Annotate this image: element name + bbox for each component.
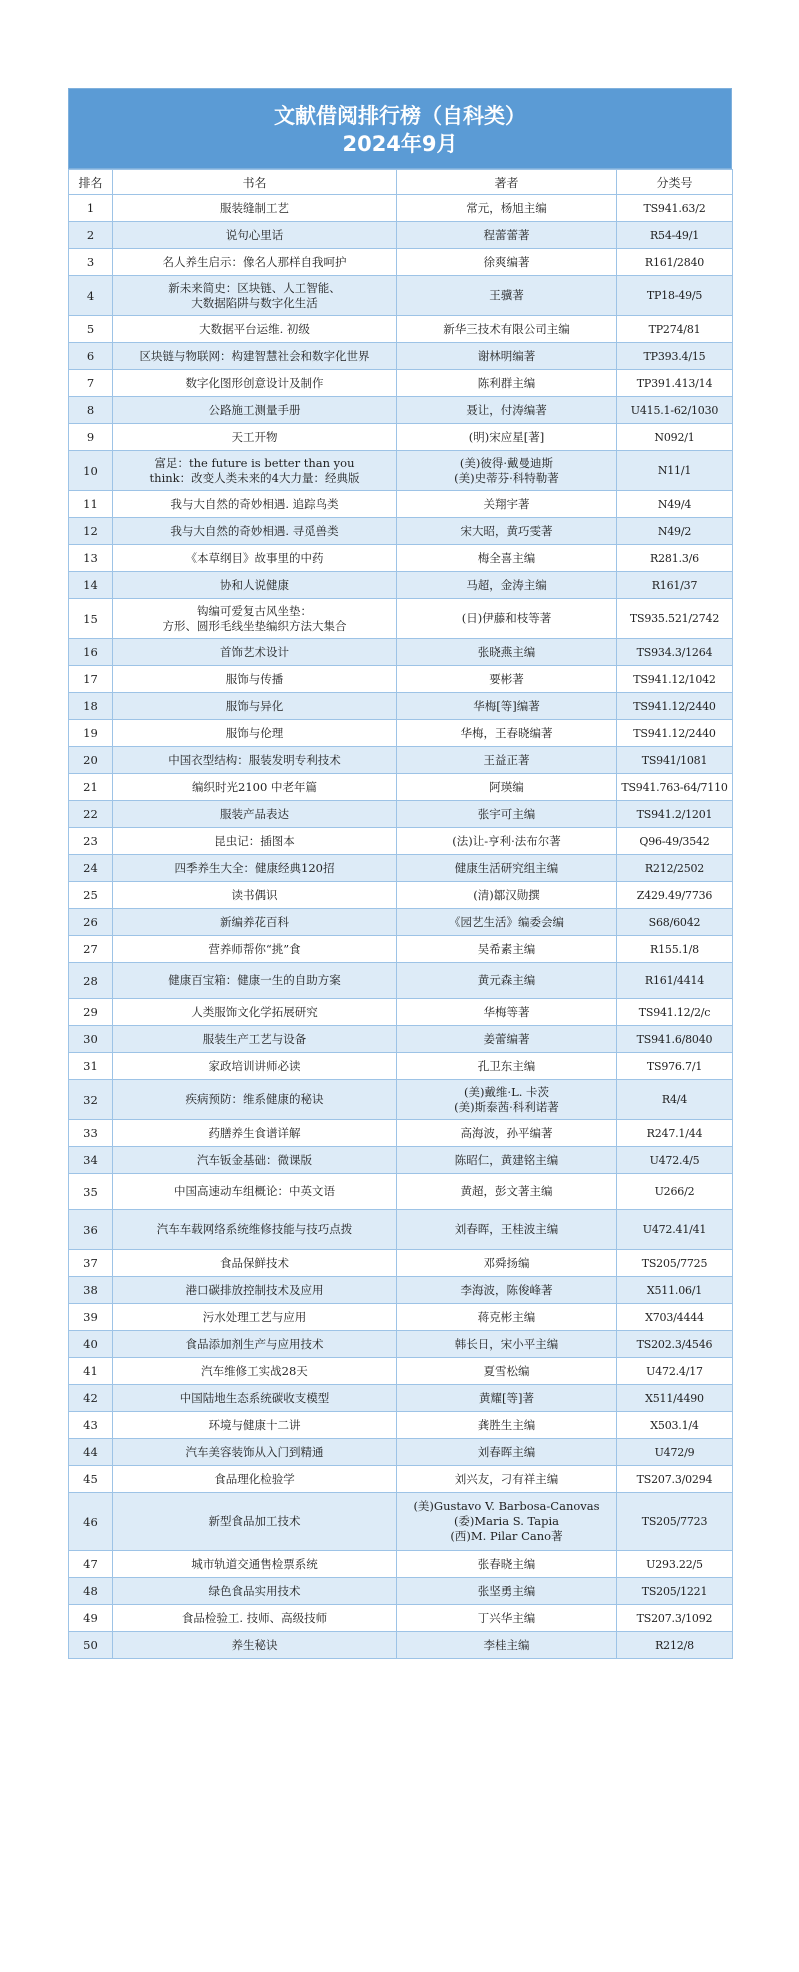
rank-cell: 24: [69, 855, 113, 882]
code-cell: TS205/7723: [617, 1493, 733, 1551]
rank-cell: 27: [69, 936, 113, 963]
rank-cell: 15: [69, 599, 113, 639]
title-cell: 新编养花百科: [113, 909, 397, 936]
rank-cell: 33: [69, 1120, 113, 1147]
rank-cell: 35: [69, 1174, 113, 1210]
author-cell: 孔卫东主编: [397, 1053, 617, 1080]
title-cell: 服饰与传播: [113, 666, 397, 693]
author-cell: 姜蕾编著: [397, 1026, 617, 1053]
code-cell: R4/4: [617, 1080, 733, 1120]
code-cell: TS941.12/2/c: [617, 999, 733, 1026]
author-cell: (清)鄒汉勋撰: [397, 882, 617, 909]
code-cell: Q96-49/3542: [617, 828, 733, 855]
code-cell: N49/2: [617, 518, 733, 545]
author-cell: 马超，金涛主编: [397, 572, 617, 599]
author-cell: 黄超，彭文著主编: [397, 1174, 617, 1210]
code-cell: TS205/1221: [617, 1578, 733, 1605]
code-cell: R281.3/6: [617, 545, 733, 572]
author-cell: 张坚勇主编: [397, 1578, 617, 1605]
title-cell: 服装产品表达: [113, 801, 397, 828]
rank-cell: 37: [69, 1250, 113, 1277]
title-cell: 人类服饰文化学拓展研究: [113, 999, 397, 1026]
table-row: [69, 424, 733, 451]
table-row: [69, 249, 733, 276]
title-cell: 新未来简史：区块链、人工智能、 大数据陷阱与数字化生活: [113, 276, 397, 316]
rank-cell: 6: [69, 343, 113, 370]
author-cell: 华梅，王春晓编著: [397, 720, 617, 747]
code-cell: R161/2840: [617, 249, 733, 276]
table-row: [69, 1493, 733, 1551]
column-header-title: 书名: [113, 170, 397, 195]
rank-cell: 12: [69, 518, 113, 545]
table-row: [69, 639, 733, 666]
code-cell: TS935.521/2742: [617, 599, 733, 639]
title-cell: 我与大自然的奇妙相遇. 寻觅兽类: [113, 518, 397, 545]
rank-cell: 3: [69, 249, 113, 276]
author-cell: 程蕾蕾著: [397, 222, 617, 249]
code-cell: TS934.3/1264: [617, 639, 733, 666]
code-cell: TS941.63/2: [617, 195, 733, 222]
ranking-sheet: [68, 88, 732, 1659]
table-row: [69, 1304, 733, 1331]
author-cell: 韩长日，宋小平主编: [397, 1331, 617, 1358]
author-cell: 吴希素主编: [397, 936, 617, 963]
rank-cell: 7: [69, 370, 113, 397]
rank-cell: 28: [69, 963, 113, 999]
code-cell: R247.1/44: [617, 1120, 733, 1147]
rank-cell: 30: [69, 1026, 113, 1053]
rank-cell: 49: [69, 1605, 113, 1632]
code-cell: R155.1/8: [617, 936, 733, 963]
table-row: [69, 276, 733, 316]
rank-cell: 1: [69, 195, 113, 222]
code-cell: X503.1/4: [617, 1412, 733, 1439]
rank-cell: 34: [69, 1147, 113, 1174]
rank-cell: 38: [69, 1277, 113, 1304]
author-cell: 李海波，陈俊峰著: [397, 1277, 617, 1304]
title-cell: 汽车美容装饰从入门到精通: [113, 1439, 397, 1466]
code-cell: U472.4/5: [617, 1147, 733, 1174]
code-cell: R161/37: [617, 572, 733, 599]
author-cell: 聂让，付涛编著: [397, 397, 617, 424]
table-body: [69, 195, 733, 1659]
code-cell: TS941.12/2440: [617, 693, 733, 720]
table-row: [69, 1551, 733, 1578]
code-cell: TP391.413/14: [617, 370, 733, 397]
code-cell: TS207.3/1092: [617, 1605, 733, 1632]
author-cell: 徐爽编著: [397, 249, 617, 276]
title-cell: 区块链与物联网：构建智慧社会和数字化世界: [113, 343, 397, 370]
table-row: [69, 222, 733, 249]
rank-cell: 20: [69, 747, 113, 774]
title-cell: 钩编可爱复古风坐垫： 方形、圆形毛线坐垫编织方法大集合: [113, 599, 397, 639]
author-cell: 王益正著: [397, 747, 617, 774]
table-row: [69, 720, 733, 747]
author-cell: 刘春晖，王桂波主编: [397, 1210, 617, 1250]
author-cell: 宋大昭，黄巧雯著: [397, 518, 617, 545]
author-cell: 健康生活研究组主编: [397, 855, 617, 882]
author-cell: 阿瑛编: [397, 774, 617, 801]
author-cell: 蒋克彬主编: [397, 1304, 617, 1331]
author-cell: 李桂主编: [397, 1632, 617, 1659]
code-cell: TS976.7/1: [617, 1053, 733, 1080]
table-row: [69, 491, 733, 518]
code-cell: U472.4/17: [617, 1358, 733, 1385]
title-cell: 汽车钣金基础：微课版: [113, 1147, 397, 1174]
code-cell: TS941.12/2440: [617, 720, 733, 747]
title-cell: 港口碳排放控制技术及应用: [113, 1277, 397, 1304]
code-cell: U472/9: [617, 1439, 733, 1466]
title-cell: 名人养生启示：像名人那样自我呵护: [113, 249, 397, 276]
title-cell: 环境与健康十二讲: [113, 1412, 397, 1439]
code-cell: Z429.49/7736: [617, 882, 733, 909]
table-row: [69, 1605, 733, 1632]
title-cell: 天工开物: [113, 424, 397, 451]
code-cell: U293.22/5: [617, 1551, 733, 1578]
title-cell: 昆虫记：插图本: [113, 828, 397, 855]
code-cell: X511/4490: [617, 1385, 733, 1412]
rank-cell: 23: [69, 828, 113, 855]
table-row: [69, 1385, 733, 1412]
title-cell: 汽车车载网络系统维修技能与技巧点拨: [113, 1210, 397, 1250]
author-cell: 邓舜扬编: [397, 1250, 617, 1277]
author-cell: 华梅等著: [397, 999, 617, 1026]
author-cell: 张宇可主编: [397, 801, 617, 828]
code-cell: R54-49/1: [617, 222, 733, 249]
rank-cell: 4: [69, 276, 113, 316]
author-cell: (美)Gustavo V. Barbosa-Canovas (委)Maria S. Tapia (西)M. Pilar Cano著: [397, 1493, 617, 1551]
author-cell: 刘春晖主编: [397, 1439, 617, 1466]
column-header-rank: 排名: [69, 170, 113, 195]
author-cell: (美)彼得·戴曼迪斯 (美)史蒂芬·科特勒著: [397, 451, 617, 491]
author-cell: 《园艺生活》编委会编: [397, 909, 617, 936]
rank-cell: 31: [69, 1053, 113, 1080]
author-cell: 梅全喜主编: [397, 545, 617, 572]
title-cell: 数字化图形创意设计及制作: [113, 370, 397, 397]
rank-cell: 5: [69, 316, 113, 343]
author-cell: (法)让-亨利·法布尔著: [397, 828, 617, 855]
table-row: [69, 599, 733, 639]
rank-cell: 39: [69, 1304, 113, 1331]
table-row: [69, 1412, 733, 1439]
title-cell: 污水处理工艺与应用: [113, 1304, 397, 1331]
title-cell: 服饰与异化: [113, 693, 397, 720]
title-cell: 说句心里话: [113, 222, 397, 249]
title-cell: 城市轨道交通售检票系统: [113, 1551, 397, 1578]
rank-cell: 44: [69, 1439, 113, 1466]
rank-cell: 32: [69, 1080, 113, 1120]
column-header-code: 分类号: [617, 170, 733, 195]
table-row: [69, 1026, 733, 1053]
rank-cell: 36: [69, 1210, 113, 1250]
table-row: [69, 693, 733, 720]
rank-cell: 9: [69, 424, 113, 451]
author-cell: 谢林明编著: [397, 343, 617, 370]
rank-cell: 50: [69, 1632, 113, 1659]
code-cell: U266/2: [617, 1174, 733, 1210]
code-cell: N092/1: [617, 424, 733, 451]
author-cell: 龚胜生主编: [397, 1412, 617, 1439]
code-cell: TS941.12/1042: [617, 666, 733, 693]
title-cell: 药膳养生食谱详解: [113, 1120, 397, 1147]
title-cell: 健康百宝箱：健康一生的自助方案: [113, 963, 397, 999]
title-cell: 我与大自然的奇妙相遇. 追踪鸟类: [113, 491, 397, 518]
code-cell: R212/2502: [617, 855, 733, 882]
author-cell: 张晓燕主编: [397, 639, 617, 666]
code-cell: R212/8: [617, 1632, 733, 1659]
title-cell: 读书偶识: [113, 882, 397, 909]
code-cell: TS202.3/4546: [617, 1331, 733, 1358]
table-row: [69, 370, 733, 397]
title-cell: 协和人说健康: [113, 572, 397, 599]
table-row: [69, 1358, 733, 1385]
code-cell: N11/1: [617, 451, 733, 491]
author-cell: 夏雪松编: [397, 1358, 617, 1385]
rank-cell: 25: [69, 882, 113, 909]
rank-cell: 2: [69, 222, 113, 249]
author-cell: 陈昭仁，黄建铭主编: [397, 1147, 617, 1174]
code-cell: TS941.763-64/7110: [617, 774, 733, 801]
table-row: [69, 909, 733, 936]
title-cell: 大数据平台运维. 初级: [113, 316, 397, 343]
code-cell: TS941/1081: [617, 747, 733, 774]
table-row: [69, 882, 733, 909]
author-cell: 新华三技术有限公司主编: [397, 316, 617, 343]
code-cell: U472.41/41: [617, 1210, 733, 1250]
title-cell: 服饰与伦理: [113, 720, 397, 747]
page-subtitle: 2024年9月: [342, 132, 458, 156]
table-row: [69, 545, 733, 572]
code-cell: TS207.3/0294: [617, 1466, 733, 1493]
author-cell: (日)伊藤和枝等著: [397, 599, 617, 639]
column-header-author: 著者: [397, 170, 617, 195]
rank-cell: 29: [69, 999, 113, 1026]
rank-cell: 10: [69, 451, 113, 491]
code-cell: TP393.4/15: [617, 343, 733, 370]
rank-cell: 42: [69, 1385, 113, 1412]
rank-cell: 26: [69, 909, 113, 936]
rank-cell: 14: [69, 572, 113, 599]
title-cell: 绿色食品实用技术: [113, 1578, 397, 1605]
table-row: [69, 747, 733, 774]
author-cell: 王骥著: [397, 276, 617, 316]
table-row: [69, 572, 733, 599]
rank-cell: 48: [69, 1578, 113, 1605]
author-cell: 丁兴华主编: [397, 1605, 617, 1632]
rank-cell: 47: [69, 1551, 113, 1578]
rank-cell: 45: [69, 1466, 113, 1493]
table-row: [69, 1632, 733, 1659]
rank-cell: 21: [69, 774, 113, 801]
rank-cell: 43: [69, 1412, 113, 1439]
code-cell: U415.1-62/1030: [617, 397, 733, 424]
table-row: [69, 999, 733, 1026]
code-cell: TP274/81: [617, 316, 733, 343]
table-row: [69, 1439, 733, 1466]
rank-cell: 46: [69, 1493, 113, 1551]
table-row: [69, 451, 733, 491]
table-row: [69, 1466, 733, 1493]
table-header-row: [69, 170, 733, 195]
rank-cell: 8: [69, 397, 113, 424]
title-cell: 编织时光2100 中老年篇: [113, 774, 397, 801]
title-cell: 家政培训讲师必读: [113, 1053, 397, 1080]
title-cell: 汽车维修工实战28天: [113, 1358, 397, 1385]
table-row: [69, 774, 733, 801]
table-row: [69, 963, 733, 999]
table-row: [69, 316, 733, 343]
code-cell: TS205/7725: [617, 1250, 733, 1277]
code-cell: TP18-49/5: [617, 276, 733, 316]
title-cell: 养生秘诀: [113, 1632, 397, 1659]
title-cell: 《本草纲目》故事里的中药: [113, 545, 397, 572]
page-title: 文献借阅排行榜（自科类）: [274, 104, 526, 128]
author-cell: 张春晓主编: [397, 1551, 617, 1578]
rank-cell: 11: [69, 491, 113, 518]
rank-cell: 13: [69, 545, 113, 572]
title-cell: 新型食品加工技术: [113, 1493, 397, 1551]
title-cell: 中国衣型结构：服装发明专利技术: [113, 747, 397, 774]
table-row: [69, 1080, 733, 1120]
author-cell: (美)戴维·L. 卡茨 (美)斯泰茜·科利诺著: [397, 1080, 617, 1120]
table-row: [69, 1277, 733, 1304]
table-row: [69, 1053, 733, 1080]
title-cell: 富足：the future is better than you think：改变人类未来的4大力量：经典版: [113, 451, 397, 491]
rank-cell: 18: [69, 693, 113, 720]
author-cell: (明)宋应星[著]: [397, 424, 617, 451]
table-row: [69, 1174, 733, 1210]
author-cell: 高海波，孙平编著: [397, 1120, 617, 1147]
rank-cell: 17: [69, 666, 113, 693]
code-cell: S68/6042: [617, 909, 733, 936]
table-row: [69, 343, 733, 370]
code-cell: TS941.2/1201: [617, 801, 733, 828]
author-cell: 常元，杨旭主编: [397, 195, 617, 222]
rank-cell: 19: [69, 720, 113, 747]
table-row: [69, 1210, 733, 1250]
title-banner: [68, 88, 732, 169]
title-cell: 服装生产工艺与设备: [113, 1026, 397, 1053]
author-cell: 黄耀[等]著: [397, 1385, 617, 1412]
rank-cell: 22: [69, 801, 113, 828]
table-row: [69, 801, 733, 828]
title-cell: 食品添加剂生产与应用技术: [113, 1331, 397, 1358]
table-row: [69, 855, 733, 882]
title-cell: 食品理化检验学: [113, 1466, 397, 1493]
title-cell: 公路施工测量手册: [113, 397, 397, 424]
code-cell: TS941.6/8040: [617, 1026, 733, 1053]
table-row: [69, 195, 733, 222]
table-row: [69, 397, 733, 424]
code-cell: R161/4414: [617, 963, 733, 999]
table-row: [69, 1250, 733, 1277]
table-row: [69, 936, 733, 963]
table-row: [69, 828, 733, 855]
table-row: [69, 1331, 733, 1358]
code-cell: N49/4: [617, 491, 733, 518]
rank-cell: 41: [69, 1358, 113, 1385]
code-cell: X511.06/1: [617, 1277, 733, 1304]
author-cell: 陈利群主编: [397, 370, 617, 397]
author-cell: 要彬著: [397, 666, 617, 693]
title-cell: 食品检验工. 技师、高级技师: [113, 1605, 397, 1632]
title-cell: 中国高速动车组概论：中英文语: [113, 1174, 397, 1210]
table-row: [69, 1120, 733, 1147]
table-row: [69, 518, 733, 545]
table-row: [69, 1578, 733, 1605]
title-cell: 四季养生大全：健康经典120招: [113, 855, 397, 882]
rank-cell: 40: [69, 1331, 113, 1358]
table-row: [69, 1147, 733, 1174]
rank-cell: 16: [69, 639, 113, 666]
title-cell: 营养师帮你“挑”食: [113, 936, 397, 963]
author-cell: 华梅[等]编著: [397, 693, 617, 720]
code-cell: X703/4444: [617, 1304, 733, 1331]
ranking-table: [68, 169, 733, 1659]
author-cell: 黄元森主编: [397, 963, 617, 999]
title-cell: 首饰艺术设计: [113, 639, 397, 666]
author-cell: 关翔宇著: [397, 491, 617, 518]
title-cell: 服装缝制工艺: [113, 195, 397, 222]
title-cell: 中国陆地生态系统碳收支模型: [113, 1385, 397, 1412]
title-cell: 疾病预防：维系健康的秘诀: [113, 1080, 397, 1120]
table-row: [69, 666, 733, 693]
title-cell: 食品保鲜技术: [113, 1250, 397, 1277]
author-cell: 刘兴友，刁有祥主编: [397, 1466, 617, 1493]
